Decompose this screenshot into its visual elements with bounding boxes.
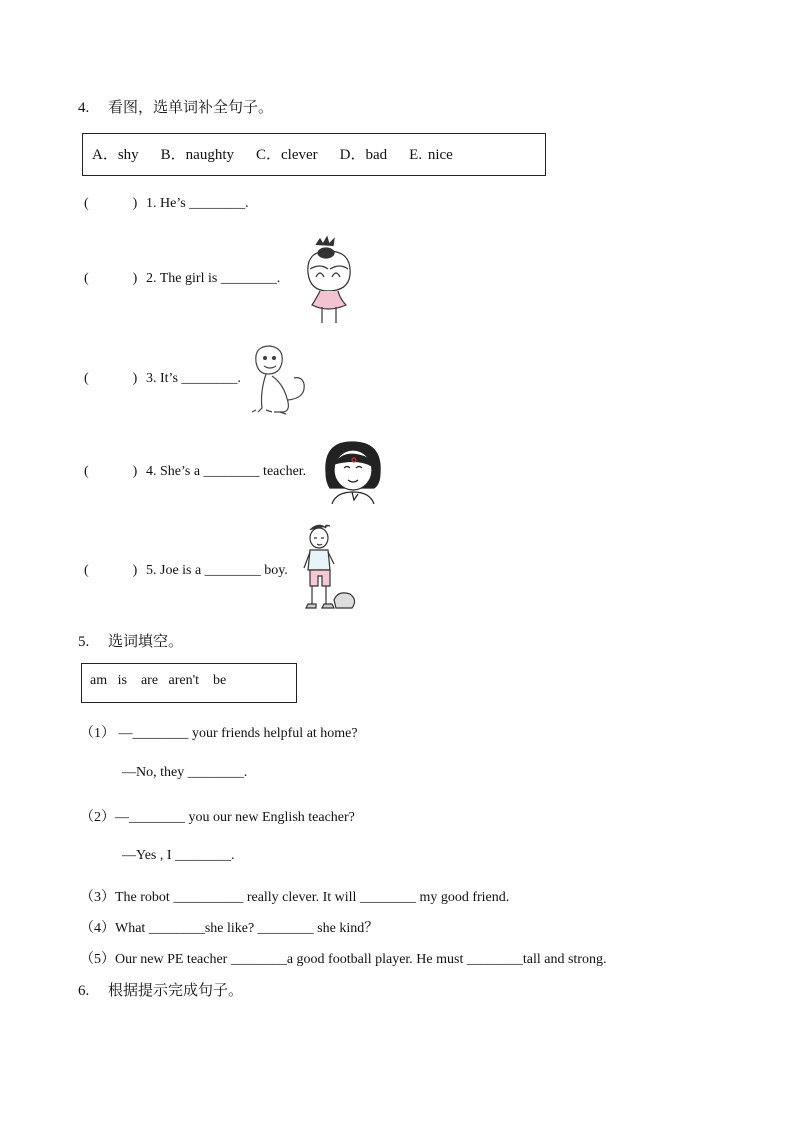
question-4 [84,464,306,480]
option-d: D．bad [339,147,388,163]
fill-line-4: （4）What ________she like? ________ she kind？ [80,921,379,936]
answer-paren[interactable]: ( ) [84,563,138,578]
option-c: C．clever [256,147,318,163]
question-4-text: 4. She’s a ________ teacher. [146,464,307,479]
question-3-text: 3. It’s ________. [146,371,241,386]
section-5-title: 选词填空。 [108,634,184,650]
section-6-number: 6. [78,983,90,999]
section-4-title: 看图，选单词补全句子。 [108,100,274,116]
answer-paren[interactable]: ( ) [84,271,138,286]
option-e: E. nice [409,147,453,163]
section-4-heading [78,96,273,117]
fill-line-1: （1） —________ your friends helpful at home? [80,726,358,741]
question-1-text: 1. He’s ________. [146,196,249,211]
question-1 [84,196,249,212]
fill-line-3: （3）The robot __________ really clever. It will ________ my good friend. [80,890,510,905]
answer-paren[interactable]: ( ) [84,371,138,386]
section-5-heading [78,630,183,651]
answer-paren[interactable]: ( ) [84,196,138,211]
option-a: A．shy [92,147,139,163]
naughty-boy-illustration [300,520,360,618]
shy-girl-illustration [298,233,362,327]
section-4-number: 4. [78,100,90,116]
fill-line-2-reply: —Yes , I ________. [122,848,235,863]
question-2-text: 2. The girl is ________. [146,271,281,286]
answer-paren[interactable]: ( ) [84,464,138,479]
option-b: B．naughty [160,147,235,163]
question-5-text: 5. Joe is a ________ boy. [146,563,288,578]
question-3 [84,371,241,387]
word-bank-options [92,143,475,164]
fill-line-5: （5）Our new PE teacher ________a good football player. He must ________tall and strong. [80,952,607,967]
question-2 [84,271,280,287]
question-5 [84,563,288,579]
fill-line-2: （2）—________ you our new English teacher? [80,810,355,825]
teacher-illustration [318,438,386,504]
word-bank-box [82,133,546,176]
fill-line-1-reply: —No, they ________. [122,765,248,780]
section-6-heading [78,979,243,1000]
word-choice-box [81,663,297,703]
section-5-number: 5. [78,634,90,650]
word-choice-list: am is are aren't be [90,673,227,688]
section-6-title: 根据提示完成句子。 [108,983,244,999]
monkey-illustration [244,340,316,420]
